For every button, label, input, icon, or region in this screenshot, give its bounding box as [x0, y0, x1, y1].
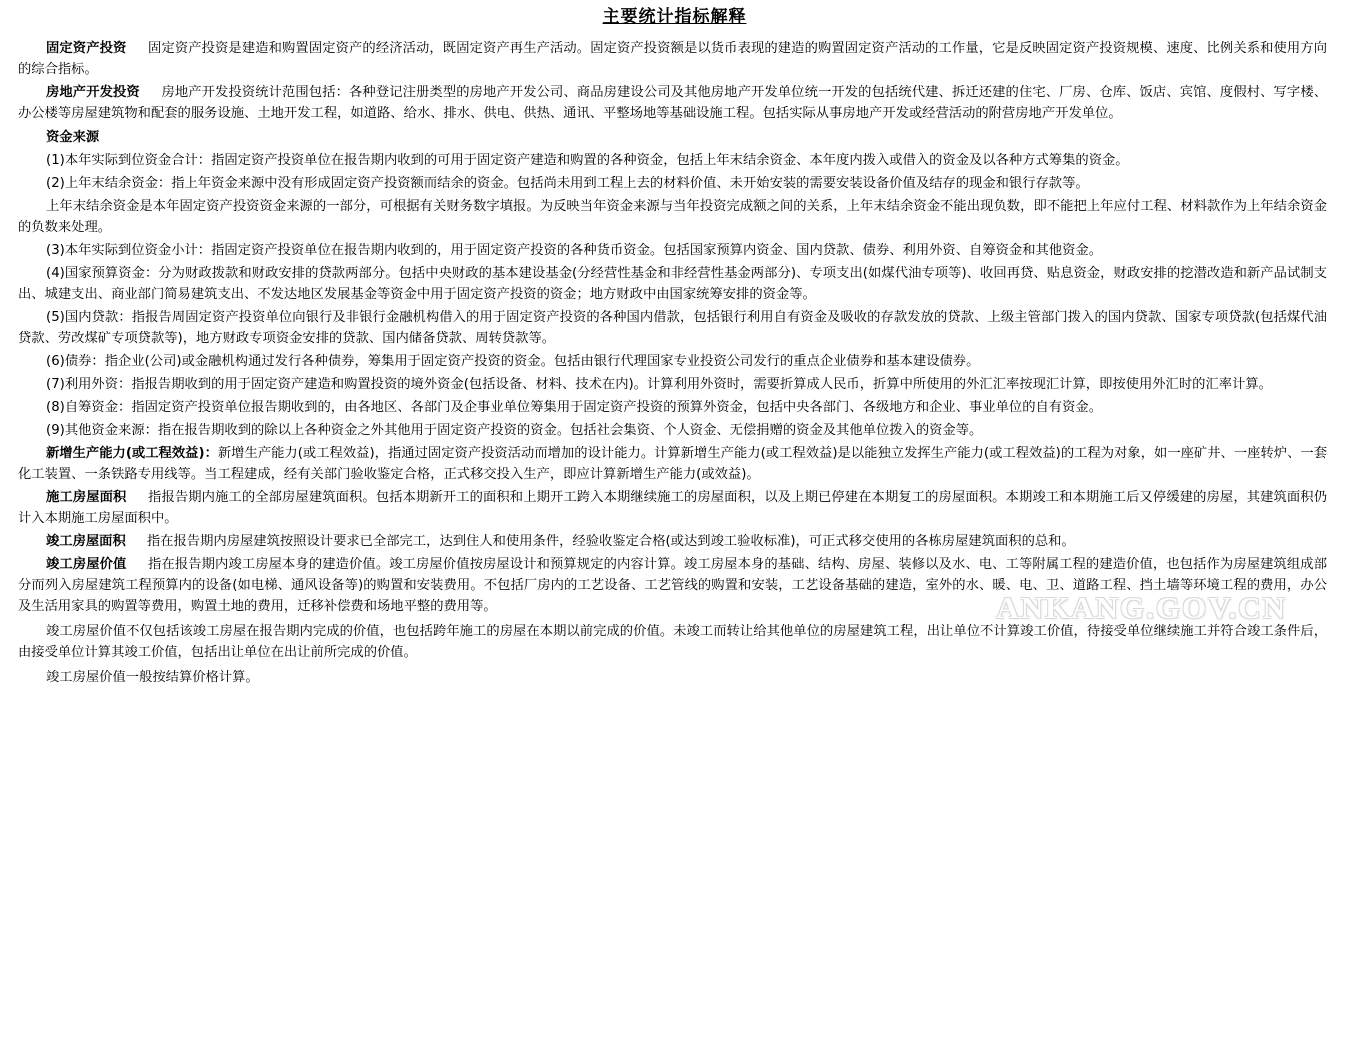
- site-watermark: ANKANG.GOV.CN: [996, 590, 1287, 626]
- paragraph-completed-building-value: [18, 554, 1327, 617]
- funds-item-6: (6)债券：指企业(公司)或金融机构通过发行各种债券，筹集用于固定资产投资的资金。包括由银行代理国家专业投资公司发行的重点企业债券和基本建设债券。: [46, 354, 980, 370]
- funds-note-prev-year-balance: 上年末结余资金是本年固定资产投资资金来源的一部分，可根据有关财务数字填报。为反映当年资金来源与当年投资完成额之间的关系，上年末结余资金不能出现负数，即不能把上年应付工程、材料款作为上年结余资金的负数来处理。: [18, 199, 1327, 236]
- funds-item-7: (7)利用外资：指报告期收到的用于固定资产建造和购置投资的境外资金(包括设备、材料、技术在内)。计算利用外资时，需要折算成人民币，折算中所使用的外汇汇率按现汇计算，即按使用外汇时的汇率计算。: [46, 377, 1272, 393]
- funds-item-5: (5)国内贷款：指报告周固定资产投资单位向银行及非银行金融机构借入的用于固定资产投资的各种国内借款，包括银行利用自有资金及吸收的存款发放的贷款、上级主管部门拨入的国内贷款、国家专项贷款(包括煤代油贷款、劳改煤矿专项贷款等)，地方财政专项资金安排的贷款、国内储备贷款、周转贷款等。: [18, 310, 1327, 347]
- term-label: 施工房屋面积: [46, 490, 127, 506]
- funds-item-1: (1)本年实际到位资金合计：指固定资产投资单位在报告期内收到的可用于固定资产建造和购置的各种资金，包括上年末结余资金、本年度内拨入或借入的资金及以各种方式筹集的资金。: [46, 153, 1129, 169]
- document-body: [0, 38, 1349, 688]
- funds-item-4: (4)国家预算资金：分为财政拨款和财政安排的贷款两部分。包括中央财政的基本建设基金(分经营性基金和非经营性基金两部分)、专项支出(如煤代油专项等)、收回再贷、贴息资金，财政安排的挖潜改造和新产品试制支出、城建支出、商业部门简易建筑支出、不发达地区发展基金等资金中用于固定资产投资的资金；地方财政中由国家统筹安排的资金等。: [18, 266, 1327, 303]
- term-label: 新增生产能力(或工程效益)：: [46, 446, 218, 462]
- funds-item-9: (9)其他资金来源：指在报告期收到的除以上各种资金之外其他用于固定资产投资的资金。包括社会集资、个人资金、无偿捐赠的资金及其他单位拨入的资金等。: [46, 423, 983, 439]
- term-definition: 指在报告期内房屋建筑按照设计要求已全部完工，达到住人和使用条件，经验收鉴定合格(或达到竣工验收标准)，可正式移交使用的各栋房屋建筑面积的总和。: [146, 534, 1075, 550]
- page-title: 主要统计指标解释: [602, 7, 747, 27]
- term-label: 房地产开发投资: [46, 85, 140, 101]
- paragraph-completed-floor-area: [18, 531, 1327, 552]
- funds-item-8: (8)自筹资金：指固定资产投资单位报告期收到的，由各地区、各部门及企事业单位筹集用于固定资产投资的预算外资金，包括中央各部门、各级地方和企业、事业单位的自有资金。: [46, 400, 1102, 416]
- funds-item-3: (3)本年实际到位资金小计：指固定资产投资单位在报告期内收到的，用于固定资产投资的各种货币资金。包括国家预算内资金、国内贷款、债券、利用外资、自筹资金和其他资金。: [46, 243, 1102, 259]
- term-definition: 固定资产投资是建造和购置固定资产的经济活动，既固定资产再生产活动。固定资产投资额是以货币表现的建造的购置固定资产活动的工作量，它是反映固定资产投资规模、速度、比例关系和使用方向的综合指标。: [18, 41, 1328, 78]
- term-definition: 指报告期内施工的全部房屋建筑面积。包括本期新开工的面积和上期开工跨入本期继续施工的房屋面积，以及上期已停建在本期复工的房屋面积。本期竣工和本期施工后又停缓建的房屋，其建筑面积仍计入本期施工房屋面积中。: [18, 490, 1328, 527]
- term-label: 竣工房屋价值: [46, 557, 127, 573]
- trailing-paragraph-1: 竣工房屋价值不仅包括该竣工房屋在报告期内完成的价值，也包括跨年施工的房屋在本期以前完成的价值。未竣工而转让给其他单位的房屋建筑工程，出让单位不计算竣工价值，待接受单位继续施工并符合竣工条件后，由接受单位计算其竣工价值，包括出让单位在出让前所完成的价值。: [18, 624, 1327, 661]
- term-definition: 新增生产能力(或工程效益)，指通过固定资产投资活动而增加的设计能力。计算新增生产能力(或工程效益)是以能独立发挥生产能力(或工程效益)的工程为对象，如一座矿井、一座转炉、一套化工装置、一条铁路专用线等。当工程建成，经有关部门验收鉴定合格，正式移交投入生产，即应计算新增生产能力(或效益)。: [18, 446, 1327, 483]
- term-definition: 房地产开发投资统计范围包括：各种登记注册类型的房地产开发公司、商品房建设公司及其他房地产开发单位统一开发的包括统代建、拆迁还建的住宅、厂房、仓库、饭店、宾馆、度假村、写字楼、办公楼等房屋建筑物和配套的服务设施、土地开发工程，如道路、给水、排水、供电、供热、通讯、平整场地等基础设施工程。包括实际从事房地产开发或经营活动的附营房地产开发单位。: [18, 85, 1328, 122]
- term-label: 固定资产投资: [46, 41, 127, 57]
- term-label: 竣工房屋面积: [46, 534, 126, 550]
- trailing-paragraph-2: 竣工房屋价值一般按结算价格计算。: [46, 670, 259, 686]
- funds-item-2: (2)上年末结余资金：指上年资金来源中没有形成固定资产投资额而结余的资金。包括尚未用到工程上去的材料价值、未开始安装的需要安装设备价值及结存的现金和银行存款等。: [46, 176, 1089, 192]
- paragraph-construction-floor-area: [18, 487, 1327, 529]
- paragraph-fixed-asset-investment: [18, 38, 1327, 80]
- paragraph-new-production-capacity: [18, 443, 1327, 485]
- paragraph-real-estate-development-investment: [18, 82, 1327, 124]
- term-definition: 指在报告期内竣工房屋本身的建造价值。竣工房屋价值按房屋设计和预算规定的内容计算。竣工房屋本身的基础、结构、房屋、装修以及水、电、工等附属工程的建造价值，也包括作为房屋建筑组成部分而列入房屋建筑工程预算内的设备(如电梯、通风设备等)的购置和安装费用。不包括厂房内的工艺设备、工艺管线的购置和安装，工艺设备基础的建造，室外的水、暖、电、卫、道路工程、挡土墙等环境工程的费用，办公及生活用家具的购置等费用，购置土地的费用，迁移补偿费和场地平整的费用等。: [18, 557, 1328, 615]
- section-heading-funds: 资金来源: [46, 130, 100, 146]
